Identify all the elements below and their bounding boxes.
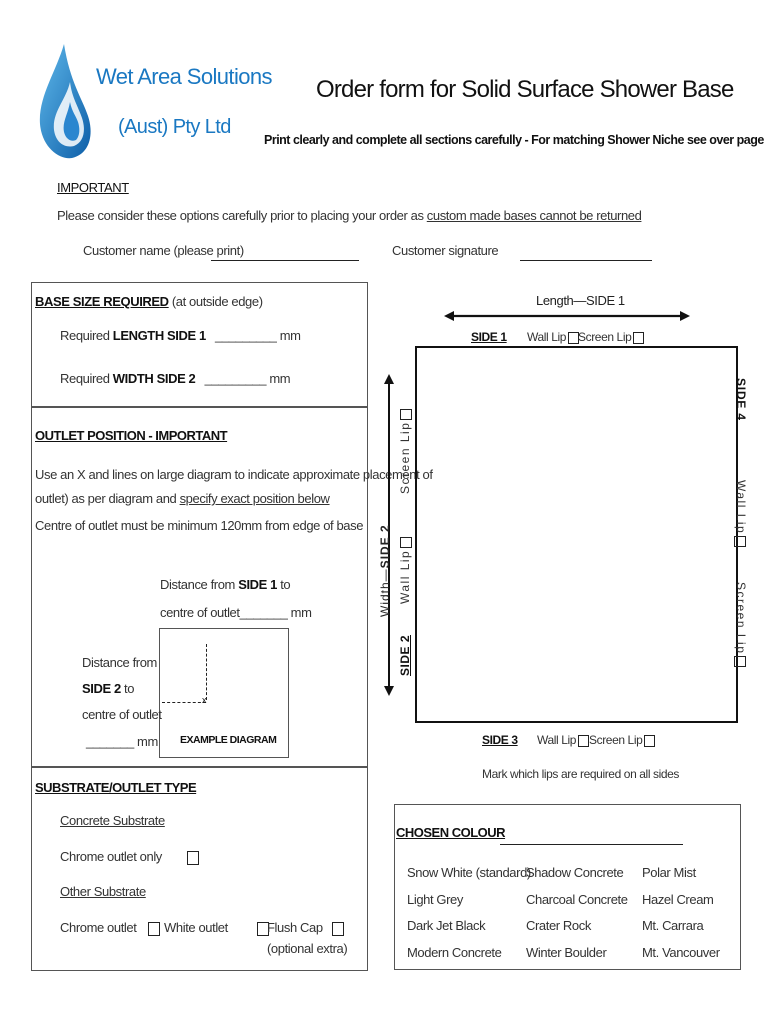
dist1-label: centre of outlet xyxy=(160,605,240,620)
colour-option[interactable]: Light Grey xyxy=(407,891,463,907)
side2-wall-lip-checkbox[interactable] xyxy=(400,537,412,548)
colour-option[interactable]: Hazel Cream xyxy=(642,891,714,907)
side2-wall-lip xyxy=(398,537,412,604)
colour-option[interactable]: Polar Mist xyxy=(642,865,696,880)
colour-option[interactable]: Winter Boulder xyxy=(526,944,607,960)
colour-field[interactable] xyxy=(500,842,683,845)
flush-cap-row xyxy=(267,920,344,936)
side3-wall-lip xyxy=(537,733,589,747)
width-label: WIDTH SIDE 2 xyxy=(112,371,196,386)
dist2-suffix: to xyxy=(120,681,135,696)
side4-wall-lip-checkbox[interactable] xyxy=(734,536,746,547)
chrome-outlet-row xyxy=(60,920,160,936)
dist2-line3: centre of outlet xyxy=(82,707,162,722)
side2-wall-lip-label: Wall Lip xyxy=(398,549,412,604)
side1-wall-lip xyxy=(527,330,579,344)
width-side2-label xyxy=(378,524,392,617)
chrome-only-label: Chrome outlet only xyxy=(60,849,162,864)
customer-signature-field[interactable] xyxy=(520,258,652,261)
side1-screen-lip-checkbox[interactable] xyxy=(633,332,644,344)
side1-wall-lip-label: Wall Lip xyxy=(527,330,567,344)
dist1-unit: mm xyxy=(290,605,312,620)
length-prefix: Required xyxy=(60,328,113,343)
side1-screen-lip-label: Screen Lip xyxy=(578,330,632,344)
colour-heading: CHOSEN COLOUR xyxy=(396,825,506,840)
width-prefix: Required xyxy=(60,371,113,386)
example-horizontal-dash xyxy=(162,702,206,703)
dist2-line4 xyxy=(86,734,158,749)
dist2-line2 xyxy=(82,681,134,696)
side4-screen-lip-label: Screen Lip xyxy=(734,582,748,655)
colour-option[interactable]: Crater Rock xyxy=(526,918,591,933)
white-outlet-label: White outlet xyxy=(164,920,228,935)
length-row xyxy=(60,328,301,343)
lips-note: Mark which lips are required on all sides xyxy=(482,767,680,781)
outlet-text1: Use an X and lines on large diagram to indicate approximate placement of xyxy=(35,467,433,482)
side3-label: SIDE 3 xyxy=(482,733,518,747)
page-title: Order form for Solid Surface Shower Base xyxy=(316,76,734,103)
length-unit: mm xyxy=(279,328,301,343)
side3-screen-lip-label: Screen Lip xyxy=(589,733,643,747)
dist2-side: SIDE 2 xyxy=(82,681,121,696)
other-substrate-label: Other Substrate xyxy=(60,884,146,899)
length-arrow xyxy=(444,309,690,323)
outlet-text3: Centre of outlet must be minimum 120mm from edge of base xyxy=(35,518,364,533)
important-text-prefix: Please consider these options carefully prior to placing your order as xyxy=(57,208,427,223)
side4-wall-lip-label: Wall Lip xyxy=(734,480,748,535)
dist1-suffix: to xyxy=(277,577,291,592)
customer-name-field[interactable] xyxy=(211,258,359,261)
colour-option[interactable]: Shadow Concrete xyxy=(526,865,624,880)
side4-screen-lip xyxy=(734,582,748,667)
base-size-title: BASE SIZE REQUIRED xyxy=(35,294,169,309)
length-label-prefix: Length— xyxy=(536,293,586,308)
width-unit: mm xyxy=(269,371,291,386)
width-label-prefix: Width— xyxy=(378,568,392,617)
customer-name-label: Customer name (please print) xyxy=(83,243,244,258)
side2-screen-lip-label: Screen Lip xyxy=(398,421,412,494)
important-text xyxy=(57,208,641,223)
colour-col2 xyxy=(526,860,628,966)
company-logo xyxy=(36,42,96,162)
outlet-text2 xyxy=(35,491,330,506)
colour-col1 xyxy=(407,860,531,966)
width-row xyxy=(60,371,290,386)
flush-cap-label: Flush Cap xyxy=(267,920,323,935)
substrate-heading: SUBSTRATE/OUTLET TYPE xyxy=(35,780,197,795)
chrome-only-checkbox[interactable] xyxy=(187,851,199,865)
concrete-substrate-label: Concrete Substrate xyxy=(60,813,165,828)
side2-screen-lip-checkbox[interactable] xyxy=(400,409,412,420)
dist2-input[interactable]: _______ xyxy=(86,734,134,749)
base-size-suffix: (at outside edge) xyxy=(168,294,263,309)
side3-wall-lip-label: Wall Lip xyxy=(537,733,577,747)
dist1-line1 xyxy=(160,577,290,592)
colour-option[interactable]: Mt. Vancouver xyxy=(642,944,720,960)
dist2-line1: Distance from xyxy=(82,655,157,670)
side3-screen-lip xyxy=(589,733,655,747)
outlet-text2-prefix: outlet) as per diagram and xyxy=(35,491,180,506)
dist1-side: SIDE 1 xyxy=(238,577,277,592)
side2-label: SIDE 2 xyxy=(398,634,412,676)
dist1-prefix: Distance from xyxy=(160,577,239,592)
chrome-outlet-checkbox[interactable] xyxy=(148,922,160,936)
flush-cap-checkbox[interactable] xyxy=(332,922,344,936)
width-input[interactable]: _________ xyxy=(204,371,267,386)
dist1-input[interactable]: _______ xyxy=(239,605,288,620)
important-heading: IMPORTANT xyxy=(57,180,129,195)
side2-screen-lip xyxy=(398,409,412,494)
length-label: LENGTH SIDE 1 xyxy=(112,328,206,343)
page-subtitle: Print clearly and complete all sections carefully - For matching Shower Niche see over page xyxy=(264,133,764,147)
side1-label: SIDE 1 xyxy=(471,330,507,344)
chrome-only-row xyxy=(60,849,199,865)
colour-option[interactable]: Snow White (standard) xyxy=(407,865,531,880)
side3-screen-lip-checkbox[interactable] xyxy=(644,735,655,747)
width-label-side: SIDE 2 xyxy=(378,524,392,569)
colour-option[interactable]: Charcoal Concrete xyxy=(526,891,628,907)
water-drop-icon xyxy=(36,42,96,162)
dist2-unit: mm xyxy=(137,734,158,749)
outlet-x-mark: x xyxy=(202,695,207,705)
chrome-outlet-label: Chrome outlet xyxy=(60,920,137,935)
outlet-heading: OUTLET POSITION - IMPORTANT xyxy=(35,428,228,443)
length-side1-label xyxy=(536,293,625,308)
customer-signature-label: Customer signature xyxy=(392,243,499,258)
side1-screen-lip xyxy=(578,330,644,344)
dist1-line2 xyxy=(160,605,312,620)
example-label: EXAMPLE DIAGRAM xyxy=(180,734,277,746)
base-size-heading xyxy=(35,294,263,309)
colour-option[interactable]: Mt. Carrara xyxy=(642,918,704,933)
flush-cap-note: (optional extra) xyxy=(267,941,348,956)
length-label-side: SIDE 1 xyxy=(585,293,625,308)
company-name-line2: (Aust) Pty Ltd xyxy=(118,116,231,138)
side4-label: SIDE 4 xyxy=(734,378,748,421)
shower-base-diagram[interactable] xyxy=(415,346,738,723)
side4-wall-lip xyxy=(734,480,748,547)
colour-col3 xyxy=(642,860,720,966)
important-text-link: custom made bases cannot be returned xyxy=(426,208,642,223)
colour-option[interactable]: Dark Jet Black xyxy=(407,918,486,933)
example-vertical-dash xyxy=(206,644,207,700)
side4-screen-lip-checkbox[interactable] xyxy=(734,656,746,667)
length-input[interactable]: _________ xyxy=(215,328,277,343)
outlet-text2-link: specify exact position below xyxy=(179,491,330,506)
side3-wall-lip-checkbox[interactable] xyxy=(578,735,589,747)
colour-option[interactable]: Modern Concrete xyxy=(407,944,502,960)
company-name-line1: Wet Area Solutions xyxy=(96,64,272,89)
white-outlet-row xyxy=(164,920,269,936)
